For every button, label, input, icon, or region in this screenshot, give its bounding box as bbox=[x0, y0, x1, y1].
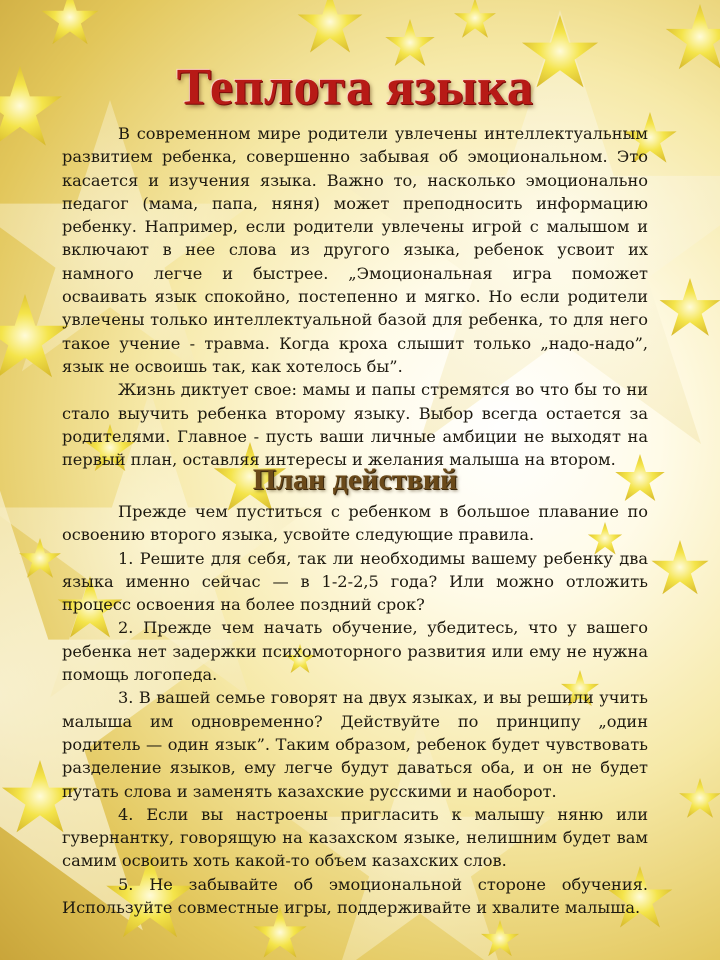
intro-paragraph-2: Жизнь диктует свое: мамы и папы стремятся во что бы то ни стало выучить ребенка второму языку. Выбор всегда остается за родителями. Главное - пусть ваши личные амбиции не выходят на первый план, оставляя интересы и желания малыша на втором. bbox=[62, 380, 648, 470]
page-title: Теплота языка bbox=[176, 59, 534, 116]
intro-paragraph-1: В современном мире родители увлечены интеллектуальным развитием ребенка, совершенно забывая об эмоциональном. Это касается и изучения языка. Важно то, насколько эмоционально педагог (мама, папа, няня) может преподносить информацию ребенку. Например, если родители увлечены игрой с малышом и включают в нее слова из другого языка, ребенок усвоит их намного легче и быстрее. „Эмоциональная игра поможет осваивать язык спокойно, постепенно и мягко. Но если родители увлечены только интеллектуальной базой для ребенка, то для него такое учение - травма. Когда кроха слышит только „надо-надо”, язык не освоишь так, как хотелось бы”. bbox=[62, 124, 648, 376]
intro-section bbox=[62, 122, 648, 471]
plan-rule-1: 1. Решите для себя, так ли необходимы вашему ребенку два языка именно сейчас — в 1-2-2,5 года? Или можно отложить процесс освоения на более поздний срок? bbox=[62, 548, 648, 615]
plan-section bbox=[62, 500, 648, 919]
plan-rule-2: 2. Прежде чем начать обучение, убедитесь, что у вашего ребенка нет задержки психомоторного развития или ему не нужна помощь логопеда. bbox=[62, 618, 648, 685]
plan-heading: План действий bbox=[252, 463, 458, 496]
plan-rule-4: 4. Если вы настроены пригласить к малышу няню или гувернантку, говорящую на казахском языке, нелишним будет вам самим освоить хоть какой-то объем казахских слов. bbox=[62, 804, 648, 871]
plan-rule-3: 3. В вашей семье говорят на двух языках, и вы решили учить малыша им одновременно? Действуйте по принципу „один родитель — один язык”. Таким образом, ребенок будет чувствовать разделение языков, ему легче будут даваться оба, и он не будет путать слова и заменять казахские русскими и наоборот. bbox=[62, 688, 648, 801]
plan-rule-5: 5. Не забывайте об эмоциональной стороне обучения. Используйте совместные игры, поддерживайте и хвалите малыша. bbox=[62, 874, 648, 918]
plan-intro-paragraph: Прежде чем пуститься с ребенком в большое плавание по освоению второго языка, усвойте следующие правила. bbox=[62, 502, 648, 545]
